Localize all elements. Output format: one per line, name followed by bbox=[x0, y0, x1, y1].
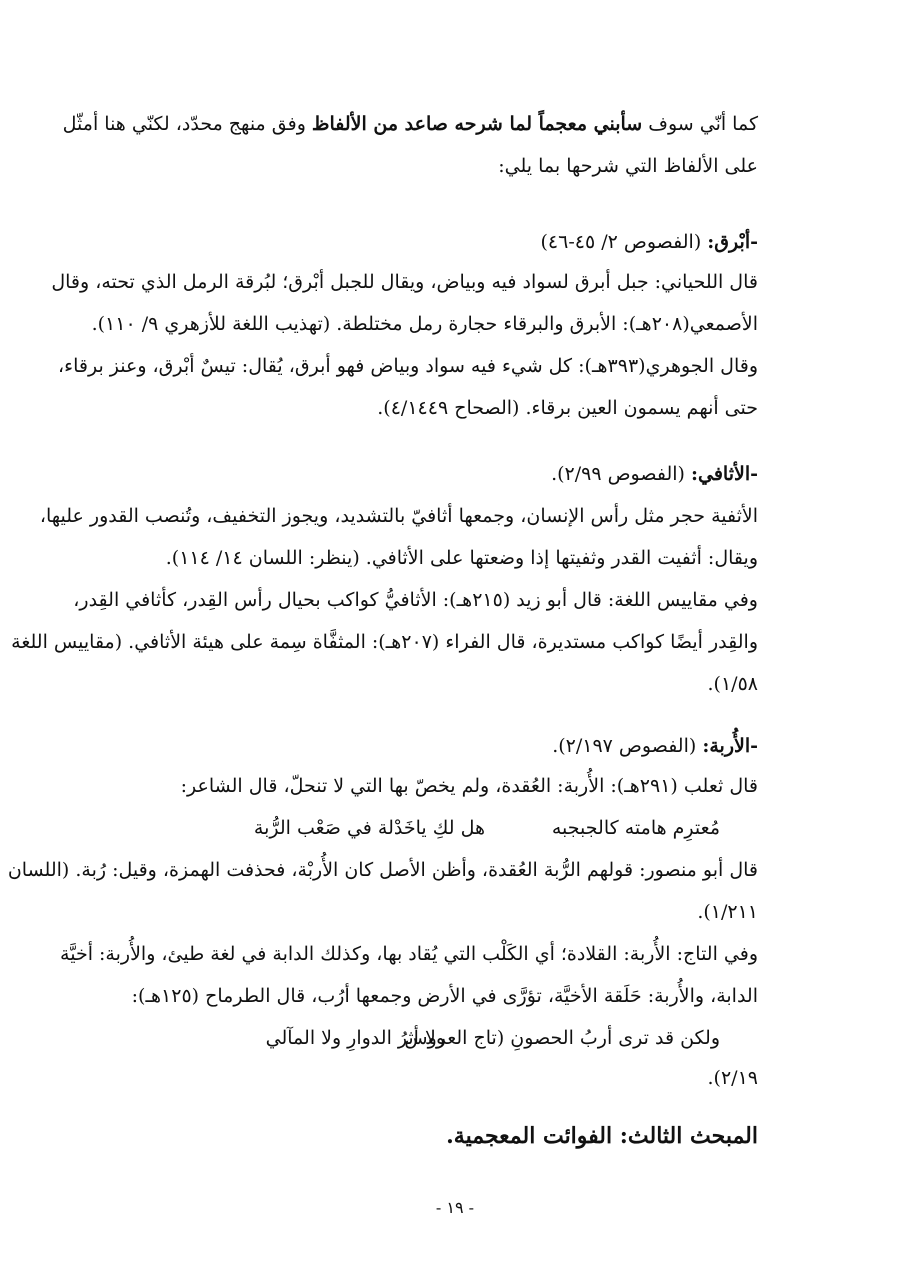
entry-term: -الأثافي: bbox=[690, 463, 758, 485]
paragraph-line: قال ثعلب (٢٩١هـ): الأُربة: العُقدة، ولم يخصّ بها التي لا تنحلّ، قال الشاعر: bbox=[180, 775, 758, 797]
paragraph-line: ٢/١٩). bbox=[707, 1067, 758, 1089]
entry-reference: (الفصوص ٢/٩٩). bbox=[551, 463, 691, 485]
entry-term: -أبْرق: bbox=[707, 231, 758, 253]
entry-reference: (الفصوص ٢/١٩٧). bbox=[552, 735, 703, 757]
paragraph-line: وفي مقاييس اللغة: قال أبو زيد (٢١٥هـ): الأثافيُّ كواكب بحيال رأس القِدر، كأثافي القِدر، bbox=[73, 589, 758, 611]
paragraph-line: حتى أنهم يسمون العين برقاء. (الصحاح ٤/١٤٤٩). bbox=[377, 397, 758, 419]
paragraph-line: ويقال: أثفيت القدر وثفيتها إذا وضعتها على الأثافي. (ينظر: اللسان ١٤/ ١١٤). bbox=[165, 547, 758, 569]
intro-line-2: على الألفاظ التي شرحها بما يلي: bbox=[498, 155, 758, 177]
verse-hemistich-2: ولكن قد ترى أربُ الحصونِ (تاج العروس bbox=[404, 1027, 720, 1049]
paragraph-line: قال أبو منصور: قولهم الرُّبة العُقدة، وأظن الأصل كان الأُربْة، فحذفت الهمزة، وقيل: رُبة. (اللسان bbox=[7, 859, 758, 881]
intro-line-1 bbox=[62, 110, 758, 138]
page-number: - ١٩ - bbox=[435, 1198, 475, 1217]
paragraph-line: الأصمعي(٢٠٨هـ): الأبرق والبرقاء حجارة رمل مختلطة. (تهذيب اللغة للأزهري ٩/ ١١٠). bbox=[91, 313, 758, 335]
verse-hemistich-2: مُعترِم هامته كالجبجبه bbox=[551, 817, 720, 839]
paragraph-line: والقِدر أيضًا كواكب مستديرة، قال الفراء (٢٠٧هـ): المثفَّاة سِمة على هيئة الأثافي. (مقاييس اللغة bbox=[11, 631, 758, 653]
paragraph-line: وقال الجوهري(٣٩٣هـ): كل شيء فيه سواد وبياض فهو أبرق، يُقال: تيسٌ أبْرق، وعنز برقاء، bbox=[58, 355, 758, 377]
section-heading: المبحث الثالث: الفوائت المعجمية. bbox=[446, 1123, 758, 1149]
intro-bold-text: سأبني معجماً لما شرحه صاعد من الألفاظ bbox=[311, 113, 643, 135]
entry-reference: (الفصوص ٢/ ٤٥-٤٦) bbox=[540, 231, 708, 253]
entry-heading-athafi bbox=[152, 460, 758, 488]
paragraph-line: الأثفية حجر مثل رأس الإنسان، وجمعها أثافيّ بالتشديد، ويجوز التخفيف، وتُنصب القدور عليها، bbox=[39, 505, 758, 527]
intro-text: وفق منهج محدّد، لكنّي هنا أمثّل bbox=[62, 113, 312, 135]
paragraph-line: قال اللحياني: جبل أبرق لسواد فيه وبياض، ويقال للجبل أبْرق؛ لبُرقة الرمل الذي تحته، وقال bbox=[51, 271, 758, 293]
verse-hemistich-1: هل لكِ ياخَدْلة في صَعْب الرُّبة bbox=[253, 817, 485, 839]
paragraph-line: ١/٢١١). bbox=[697, 901, 758, 923]
entry-heading-urba bbox=[152, 732, 758, 760]
paragraph-line: ١/٥٨). bbox=[707, 673, 758, 695]
verse-hemistich-1: ولا أثرُ الدوارِ ولا المآلي bbox=[265, 1027, 445, 1049]
paragraph-line: وفي التاج: الأُربة: القلادة؛ أي الكَلْب التي يُقاد بها، وكذلك الدابة في لغة طيئ، والأُربة: أخيَّة bbox=[60, 943, 758, 965]
entry-term: -الأُربة: bbox=[702, 735, 758, 757]
intro-text: كما أنّي سوف bbox=[642, 113, 758, 135]
entry-heading-abraq bbox=[152, 228, 758, 256]
paragraph-line: الدابة، والأُربة: حَلَقة الأخيَّة، تؤرَّى في الأرض وجمعها أرُب، قال الطرماح (١٢٥هـ): bbox=[131, 985, 758, 1007]
